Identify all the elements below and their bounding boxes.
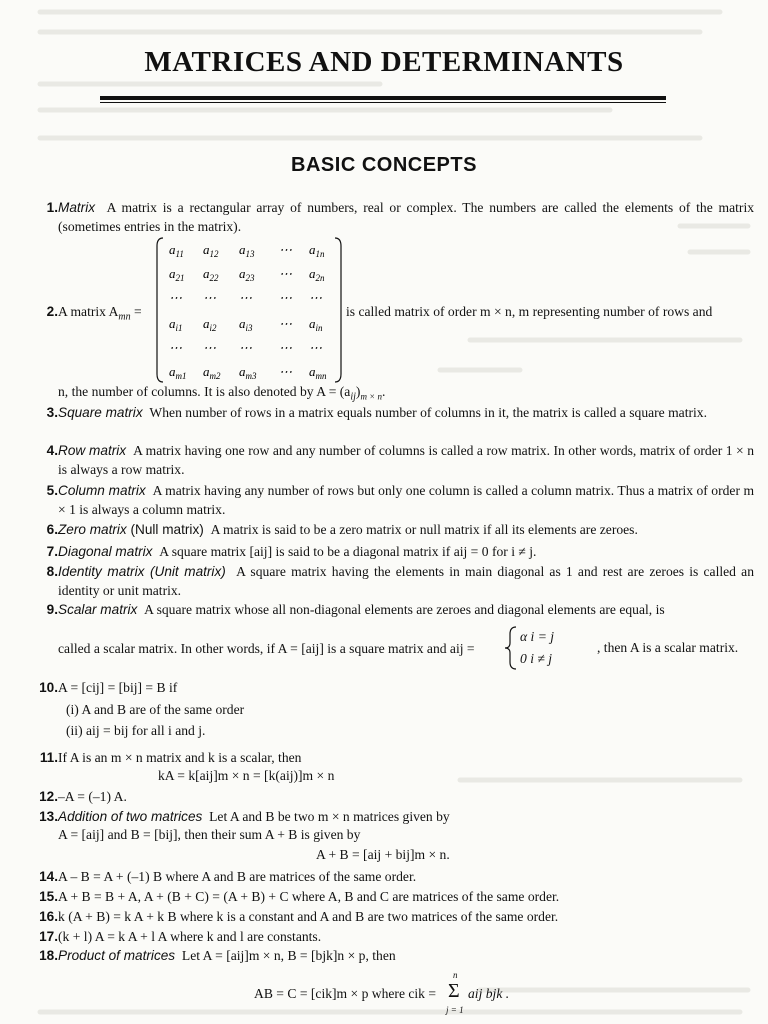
matrix-entry: ⋯ — [279, 242, 292, 257]
item-text: If A is an m × n matrix and k is a scalar, then — [58, 750, 302, 765]
addition-formula: A + B = [aij + bij]m × n. — [316, 847, 450, 862]
matrix-entry: $a_{mn}$ — [309, 364, 327, 381]
matrix-entry: $a_{13}$ — [239, 242, 255, 259]
item-text: A matrix having one row and any number of columns is called a row matrix. In other words, matrix of order 1 × n is always a row matrix. — [58, 443, 755, 477]
matrix-entry: ⋯ — [279, 290, 292, 305]
item-number: 3. — [46, 405, 58, 420]
item-term: Diagonal matrix — [58, 544, 153, 559]
general-matrix — [155, 236, 345, 384]
item-term: Row matrix — [58, 443, 127, 458]
matrix-description — [346, 302, 756, 321]
item-term: Product of matrices — [58, 948, 176, 963]
item-text: Let A and B be two m × n matrices given by — [209, 809, 450, 824]
section-heading: BASIC CONCEPTS — [291, 154, 477, 176]
sum-upper-limit: n — [453, 970, 458, 980]
item-term-alt: (Null matrix) — [126, 522, 204, 537]
item-number: 13. — [39, 809, 58, 824]
matrix-entry: $a_{m3}$ — [239, 364, 257, 381]
item-text: A – B = A + (–1) B where A and B are matrices of the same order. — [58, 869, 417, 884]
matrix-entry: ⋯ — [279, 266, 292, 281]
item-text: A matrix having any number of rows but only one column is called a column matrix. Thus a matrix of order m × 1 is always a column matrix. — [58, 483, 755, 517]
item-term: Square matrix — [58, 405, 143, 420]
item-number: 7. — [46, 544, 58, 559]
matrix-entry: ⋯ — [203, 290, 216, 305]
matrix-order-text: is called matrix of order m × n, m representing number of rows and — [346, 304, 713, 319]
matrix-entry: $a_{22}$ — [203, 266, 219, 283]
item-number: 12. — [39, 789, 58, 804]
case-alpha: α i = j — [520, 629, 555, 644]
sum-lower-limit: j = 1 — [446, 1005, 464, 1015]
item-text: k (A + B) = k A + k B where k is a constant and A and B are two matrices of the same order. — [58, 909, 559, 924]
item-term: Matrix — [58, 200, 96, 215]
matrix-entry: ⋯ — [309, 340, 322, 355]
item-text: A matrix is a rectangular array of numbers, real or complex. The numbers are called the elements of the matrix (sometimes entries in the matrix). — [58, 200, 755, 234]
matrix-notation-text: n, the number of columns. It is also denoted by A = (a — [58, 384, 351, 399]
scalar-multiple-formula: kA = k[aij]m × n = [k(aij)]m × n — [158, 768, 335, 783]
matrix-entry: $a_{11}$ — [169, 242, 184, 259]
item-text: (k + l) A = k A + l A where k and l are constants. — [58, 929, 322, 944]
item-text: A square matrix having the elements in main diagonal as 1 and rest are zeroes is called an identity or unit matrix. — [58, 564, 754, 598]
addition-given: A = [aij] and B = [bij], then their sum A + B is given by — [58, 827, 361, 842]
case-zero: 0 i ≠ j — [520, 651, 553, 666]
item-text: –A = (–1) A. — [58, 789, 127, 804]
item-number: 17. — [39, 929, 58, 944]
notation-period: . — [382, 384, 386, 399]
item-text: A square matrix whose all non-diagonal elements are zeroes and diagonal elements are equal, is — [144, 602, 665, 617]
item-number: 16. — [39, 909, 58, 924]
matrix-equals: = — [130, 304, 142, 319]
item-number: 18. — [39, 948, 58, 963]
matrix-entry: $a_{in}$ — [309, 316, 323, 333]
matrix-entry: $a_{m2}$ — [203, 364, 221, 381]
item-number: 4. — [46, 443, 58, 458]
condition-same-order: (i) A and B are of the same order — [66, 702, 245, 717]
notation-sub-order: m × n — [360, 391, 383, 402]
item-number: 1. — [46, 200, 58, 215]
item-text: Let A = [aij]m × n, B = [bjk]n × p, then — [181, 948, 396, 963]
notation-close: ) — [355, 384, 361, 399]
matrix-entry: ⋯ — [239, 290, 252, 305]
product-formula-lhs: AB = C = [cik]m × p where cik = — [254, 986, 437, 1001]
condition-equal-elements: (ii) aij = bij for all i and j. — [66, 723, 206, 738]
matrix-entry: $a_{m1}$ — [169, 364, 187, 381]
matrix-entry: $a_{1n}$ — [309, 242, 325, 259]
item-number: 15. — [39, 889, 58, 904]
item-number: 6. — [46, 522, 58, 537]
item-term: Addition of two matrices — [58, 809, 203, 824]
item-number: 14. — [39, 869, 58, 884]
matrix-entry: $a_{2n}$ — [309, 266, 325, 283]
item-term: Zero matrix — [58, 522, 127, 537]
item-text: A square matrix [aij] is said to be a diagonal matrix if aij = 0 for i ≠ j. — [159, 544, 537, 559]
item-number: 8. — [46, 564, 58, 579]
item-term: Column matrix — [58, 483, 146, 498]
matrix-entry: $a_{21}$ — [169, 266, 185, 283]
matrix-entry: ⋯ — [203, 340, 216, 355]
matrix-entry: $a_{23}$ — [239, 266, 255, 283]
item-term: Identity matrix (Unit matrix) — [58, 564, 226, 579]
item-number: 2. — [46, 304, 58, 319]
item-number: 10. — [39, 680, 58, 695]
matrix-entry: ⋯ — [279, 316, 292, 331]
matrix-entry: ⋯ — [279, 340, 292, 355]
matrix-entry: ⋯ — [279, 364, 292, 379]
page-title: MATRICES AND DETERMINANTS — [144, 46, 624, 78]
item-number: 9. — [46, 602, 58, 617]
matrix-entry: ⋯ — [169, 340, 182, 355]
item-number: 11. — [39, 750, 58, 765]
matrix-label: A matrix A — [58, 304, 119, 319]
matrix-label-sub: mn — [118, 311, 131, 323]
matrix-entry: ⋯ — [309, 290, 322, 305]
sigma-symbol: Σ — [448, 980, 460, 1002]
item-number: 5. — [46, 483, 58, 498]
cases-brace — [504, 626, 518, 670]
title-rule-thick — [100, 96, 666, 100]
scalar-definition-text: called a scalar matrix. In other words, if A = [aij] is a square matrix and aij = — [58, 641, 475, 656]
title-rule-thin — [100, 102, 666, 103]
scalar-conclusion: , then A is a scalar matrix. — [597, 640, 739, 655]
matrix-entry: $a_{i1}$ — [169, 316, 183, 333]
notation-sub-ij: ij — [350, 391, 356, 403]
item-text: A + B = B + A, A + (B + C) = (A + B) + C where A, B and C are matrices of the same order. — [58, 889, 560, 904]
matrix-entry: $a_{i3}$ — [239, 316, 253, 333]
item-text: When number of rows in a matrix equals number of columns in it, the matrix is called a square matrix. — [149, 405, 707, 420]
item-term: Scalar matrix — [58, 602, 138, 617]
item-text: A matrix is said to be a zero matrix or null matrix if all its elements are zeroes. — [210, 522, 638, 537]
matrix-entry: $a_{i2}$ — [203, 316, 217, 333]
sum-term: aij bjk . — [468, 986, 510, 1001]
matrix-entry: ⋯ — [239, 340, 252, 355]
matrix-entry: ⋯ — [169, 290, 182, 305]
item-text: A = [cij] = [bij] = B if — [58, 680, 178, 695]
matrix-entry: $a_{12}$ — [203, 242, 219, 259]
